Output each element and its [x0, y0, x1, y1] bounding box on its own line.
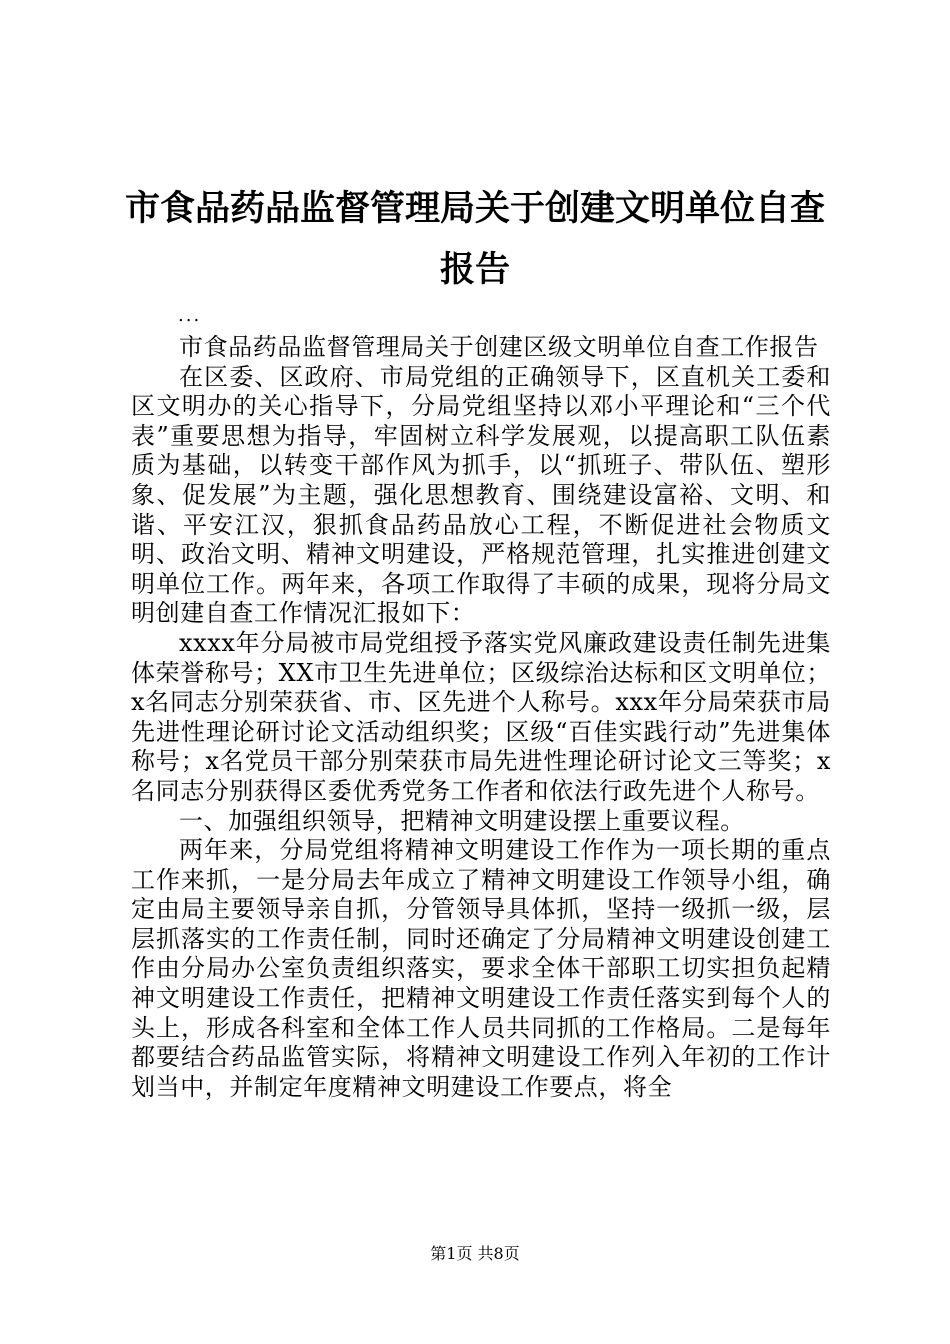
document-body — [131, 333, 831, 1102]
body-paragraph: 两年来，分局党组将精神文明建设工作作为一项长期的重点工作来抓，一是分局去年成立了精神文明建设工作领导小组，确定由局主要领导亲自抓，分管领导具体抓，坚持一级抓一级，层层抓落实的工作责任制，同时还确定了分局精神文明建设创建工作由分局办公室负责组织落实，要求全体干部职工切实担负起精神文明建设工作责任，把精神文明建设工作责任落实到每个人的头上，形成各科室和全体工作人员共同抓的工作格局。二是每年都要结合药品监管实际，将精神文明建设工作列入年初的工作计划当中，并制定年度精神文明建设工作要点，将全 — [131, 836, 831, 1101]
document-title-line-2: 报告 — [439, 249, 510, 290]
page-footer: 第1页 共8页 — [430, 1244, 520, 1263]
body-paragraph: xxxx年分局被市局党组授予落实党风廉政建设责任制先进集体荣誉称号；XX市卫生先进单位；区级综治达标和区文明单位；x名同志分别荣获省、市、区先进个人称号。xxx年分局荣获市局先进性理论研讨论文活动组织奖；区级“百佳实践行动”先进集体称号；x名党员干部分别荣获市局先进性理论研讨论文三等奖；x名同志分别获得区委优秀党务工作者和依法行政先进个人称号。 — [131, 628, 831, 805]
document-title-line-1: 市食品药品监督管理局关于创建文明单位自查 — [124, 188, 825, 229]
body-paragraph: 在区委、区政府、市局党组的正确领导下，区直机关工委和区文明办的关心指导下，分局党组坚持以邓小平理论和“三个代表”重要思想为指导，牢固树立科学发展观，以提高职工队伍素质为基础，以转变干部作风为抓手，以“抓班子、带队伍、塑形象、促发展”为主题，强化思想教育、围绕建设富裕、文明、和谐、平安江汉，狠抓食品药品放心工程，不断促进社会物质文明、政治文明、精神文明建设，严格规范管理，扎实推进创建文明单位工作。两年来，各项工作取得了丰硕的成果，现将分局文明创建自查工作情况汇报如下： — [131, 362, 831, 628]
ellipsis-marker: ... — [178, 305, 202, 326]
report-subtitle-paragraph: 市食品药品监督管理局关于创建区级文明单位自查工作报告 — [179, 333, 819, 361]
section-heading-paragraph: 一、加强组织领导，把精神文明建设摆上重要议程。 — [179, 806, 745, 835]
